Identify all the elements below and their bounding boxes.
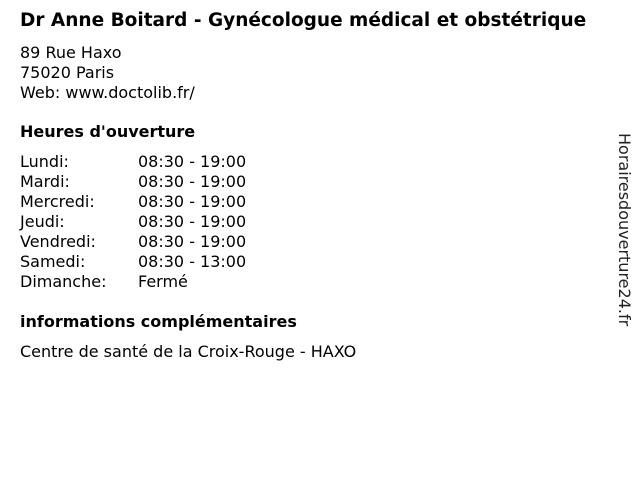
hours-row-wednesday (20, 192, 610, 212)
hours-time: 08:30 - 19:00 (138, 232, 247, 251)
hours-day: Vendredi: (20, 232, 96, 251)
hours-time: 08:30 - 13:00 (138, 252, 247, 271)
hours-time: Fermé (138, 272, 188, 291)
opening-hours-heading: Heures d'ouverture (20, 122, 196, 141)
hours-day: Mercredi: (20, 192, 95, 211)
hours-day: Jeudi: (20, 212, 65, 231)
page-title: Dr Anne Boitard - Gynécologue médical et obstétrique (20, 10, 587, 31)
website-line: Web: www.doctolib.fr/ (20, 83, 195, 102)
hours-time: 08:30 - 19:00 (138, 212, 247, 231)
site-watermark: Horairesdouverture24.fr (615, 133, 634, 327)
hours-row-monday (20, 152, 610, 172)
additional-info-text: Centre de santé de la Croix-Rouge - HAXO (20, 342, 357, 361)
opening-hours-list (20, 152, 610, 292)
hours-day: Dimanche: (20, 272, 107, 291)
hours-row-friday (20, 232, 610, 252)
hours-time: 08:30 - 19:00 (138, 172, 247, 191)
hours-day: Lundi: (20, 152, 69, 171)
address-block (20, 43, 610, 103)
address-city: 75020 Paris (20, 63, 115, 82)
address-street: 89 Rue Haxo (20, 43, 122, 62)
hours-day: Samedi: (20, 252, 86, 271)
hours-row-sunday (20, 272, 610, 292)
hours-day: Mardi: (20, 172, 70, 191)
additional-info-heading: informations complémentaires (20, 312, 297, 331)
hours-row-thursday (20, 212, 610, 232)
hours-time: 08:30 - 19:00 (138, 192, 247, 211)
hours-time: 08:30 - 19:00 (138, 152, 247, 171)
hours-row-saturday (20, 252, 610, 272)
business-card (20, 10, 610, 362)
hours-row-tuesday (20, 172, 610, 192)
